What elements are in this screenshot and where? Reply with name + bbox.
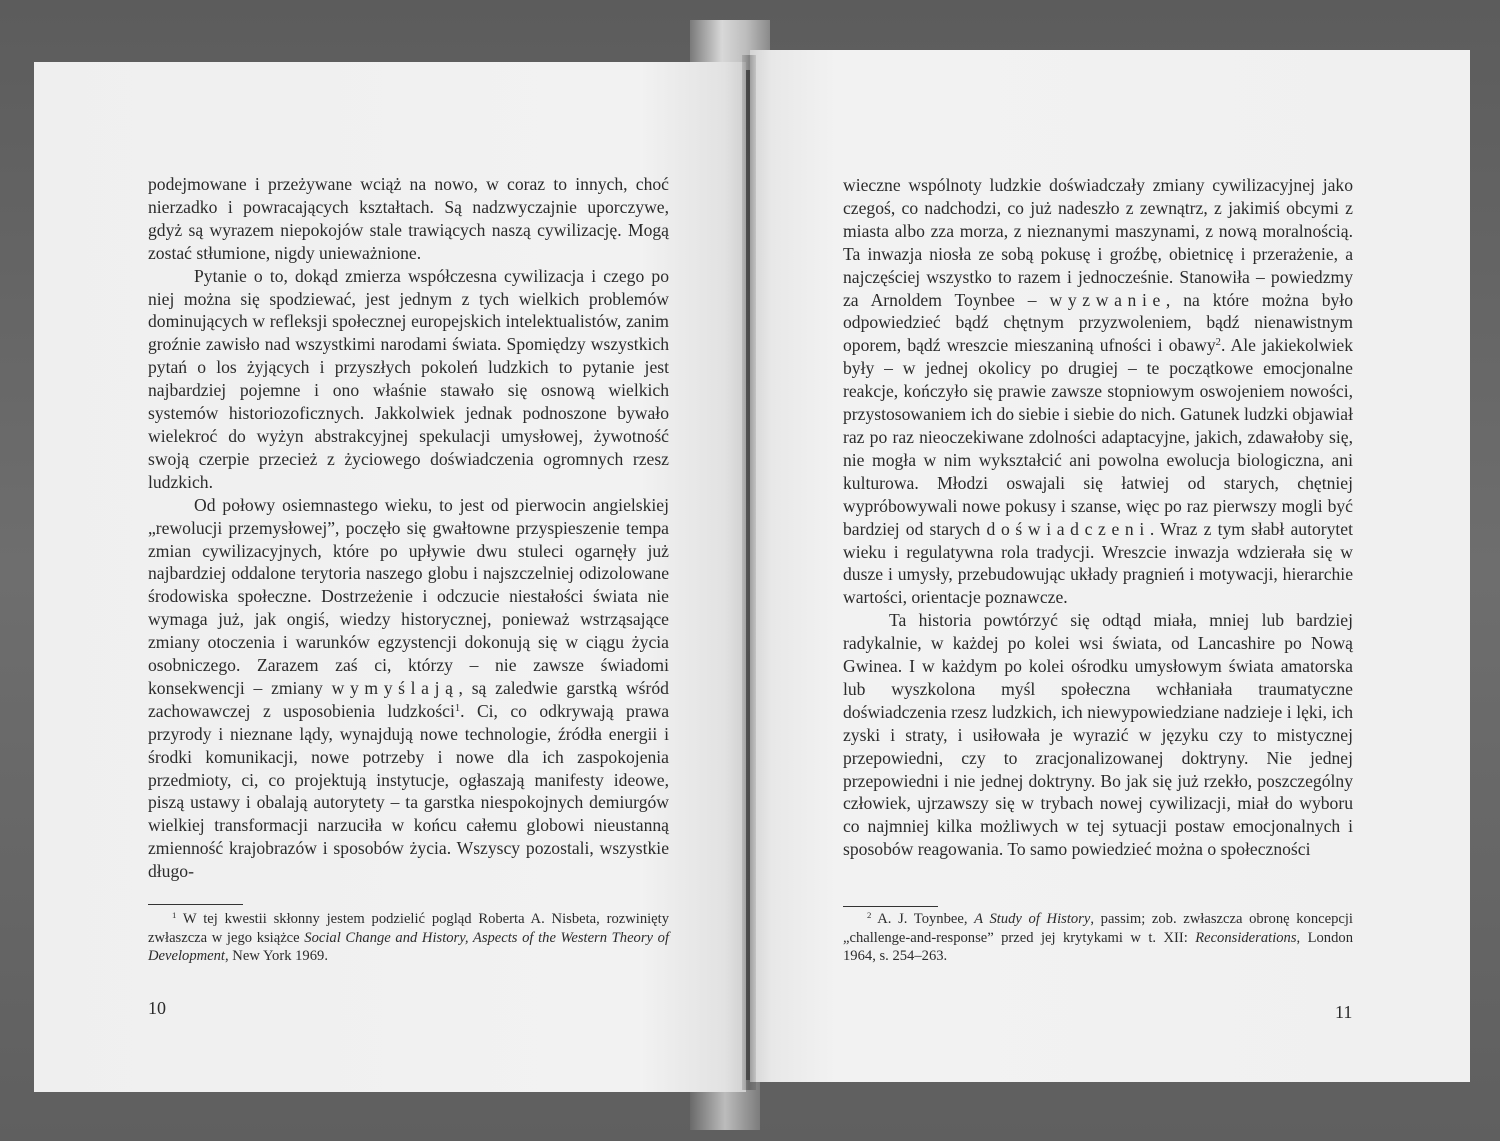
right-footnote-rule: [843, 906, 938, 907]
text-run: . Ci, co odkrywają prawa przyrody i nieznane lądy, wynajdują nowe technologie, źródła energii i środki komunikacji, nowe potrzeby i nowe dla ich zaspokojenia przedmioty, ci, co projektują instytucje, ogłaszają manifesty ideowe, piszą ustawy i obalają autorytety – ta garstka niespokojnych demiurgów wielkiej transformacji narzuciła w końcu całemu globowi nieustanną zmienność krajobrazów i sposobów życia. Wszyscy pozostali, wszystkie długo-: [148, 700, 669, 882]
text-run: wieczne wspólnoty ludzkie doświadczały zmiany cywilizacyjnej jako czegoś, co nadchodzi, co już nadeszło z zewnątrz, z jakimiś obcymi z miasta albo zza morza, z nieznanymi maszynami, z nową moralnością. Ta inwazja niosła ze sobą pokusę i groźbę, obietnicę i przerażenie, a najczęściej wszystko to razem i jednocześnie. Stanowiła – powiedzmy za Arnoldem Toynbee –: [843, 175, 1353, 310]
footnote-marker: 2: [867, 910, 872, 921]
text-run: podejmowane i przeżywane wciąż na nowo, w coraz to innych, choć nierzadko i powracających kształtach. Są nadzwyczajnie uporczywe, gdyż są wyrazem niepokojów stale trawiących naszą cywilizację. Mogą zostać stłumione, nigdy unieważnione.: [148, 174, 669, 263]
paragraph: [843, 609, 1353, 861]
right-page-body: [843, 174, 1353, 861]
text-run: , passim; zob. zwłaszcza obronę koncepcji „challenge-and-response” przed jej krytykami w t. XII:: [843, 911, 1353, 946]
left-footnote: [148, 910, 669, 966]
footnote-marker: 1: [172, 910, 177, 921]
left-page: [34, 62, 746, 1092]
text-run: , London 1964, s. 254–263.: [843, 929, 1353, 964]
text-run: , New York 1969.: [225, 948, 328, 964]
paragraph: [148, 173, 669, 265]
footnote-marker: 2: [1215, 337, 1221, 349]
text-run: A. J. Toynbee,: [871, 911, 975, 927]
italic-title: Reconsiderations: [1195, 929, 1297, 946]
text-run: . Ale jakiekolwiek były – w jednej okolicy po drugiej – te początkowe emocjonalne reakcje, kończyło się prawie zawsze stopniowym oswojeniem nowości, przystosowaniem ich do siebie i siebie do nich. Gatunek ludzki objawiał raz po raz nieoczekiwane zdolności adaptacyjne, jakich, zdawałoby się, nie mogła w nim wykształcić ani powolna ewolucja biologiczna, ani kulturowa. Młodzi oswajali się łatwiej od starych, chętniej wypróbowywali nowe pokusy i szanse, więc po raz pierwszy mogli być bardziej od starych: [843, 335, 1353, 539]
spaced-emphasis: wymyślają: [331, 677, 459, 698]
footnote-text: [148, 910, 669, 966]
left-page-body: [148, 173, 669, 883]
paragraph: [843, 174, 1353, 609]
page-number-left: 10: [148, 998, 166, 1018]
spaced-emphasis: wyzwanie: [1049, 289, 1166, 310]
paragraph: [148, 494, 669, 883]
text-run: Pytanie o to, dokąd zmierza współczesna cywilizacja i czego po niej można się spodziewać, jest jednym z tych wielkich problemów dominujących w refleksji społecznej europejskich intelektualistów, zanim groźnie zawisło nad wszystkimi narodami świata. Spomiędzy wszystkich pytań o los żyjących i przyszłych pokoleń ludzkich to pytanie jest najbardziej pojemne i ono właśnie stawało się osnową wielkich systemów historiozoficznych. Jakkolwiek jednak podnoszone bywało wielekroć do wyżyn abstrakcyjnej spekulacji umysłowej, żywotność swoją czerpie przecież z życiowego doświadczenia ogromnych rzesz ludzkich.: [148, 265, 669, 492]
italic-title: Social Change and History, Aspects of the Western Theory of Development: [148, 929, 669, 964]
text-run: , na które można było odpowiedzieć bądź chętnym przyzwoleniem, bądź nienawistnym oporem, bądź wreszcie mieszaniną ufności i obawy: [843, 289, 1353, 356]
italic-title: A Study of History: [974, 911, 1091, 927]
right-page: [750, 50, 1470, 1082]
text-run: , są zaledwie garstką wśród zachowawczej z usposobienia ludzkości: [148, 677, 669, 721]
page-number-right: 11: [1335, 1002, 1353, 1022]
left-footnote-rule: [148, 904, 243, 905]
paragraph: [148, 265, 669, 494]
spaced-emphasis: doświadczeni: [986, 518, 1150, 539]
book-gutter: [742, 55, 756, 1090]
text-run: . Wraz z tym słabł autorytet wieku i regulatywna rola tradycji. Wreszcie inwazja wdzierała się w dusze i umysły, przebudowując układy pragnień i motywacji, hierarchie wartości, orientacje poznawcze.: [843, 518, 1353, 608]
text-run: Od połowy osiemnastego wieku, to jest od pierwocin angielskiej „rewolucji przemysłowej”, poczęło się gwałtowne przyspieszenie tempa zmian cywilizacyjnych, które po upływie dwu stuleci ogarnęły już najbardziej oddalone terytoria naszego globu i najszczelniej odizolowane środowiska społeczne. Dostrzeżenie i odczucie niestałości świata nie wymaga już, jak ongiś, wiedzy historycznej, ponieważ wstrząsające zmiany otoczenia i warunków egzystencji dokonują się w ciągu życia osobniczego. Zarazem zaś ci, którzy – nie zawsze świadomi konsekwencji – zmiany: [148, 494, 669, 698]
text-run: W tej kwestii skłonny jestem podzielić pogląd Roberta A. Nisbeta, rozwinięty zwłaszcza w jego książce: [148, 911, 669, 946]
right-footnote: [843, 910, 1353, 966]
footnote-marker: 1: [454, 703, 461, 715]
text-run: Ta historia powtórzyć się odtąd miała, mniej lub bardziej radykalnie, w każdej po kolei wsi świata, od Lancashire po Nową Gwinea. I w każdym po kolei ośrodku umysłowym świata amatorska lub wyszkolona myśl społeczna wchłaniała traumatyczne doświadczenia rzesz ludzkich, ich niewypowiedziane nadzieje i lęki, ich zyski i straty, i usiłowała je wyrazić w języku czy to mistycznej przepowiedni, czy to zracjonalizowanej doktryny. Nie jednej przepowiedni i nie jednej doktryny. Bo jak się już rzekło, poszczególny człowiek, ujrzawszy się w trybach nowej cywilizacji, miał do wyboru co najmniej kilka możliwych w tej sytuacji postaw emocjonalnych i sposobów reagowania. To samo powiedzieć można o społeczności: [843, 610, 1353, 860]
footnote-text: [843, 910, 1353, 966]
